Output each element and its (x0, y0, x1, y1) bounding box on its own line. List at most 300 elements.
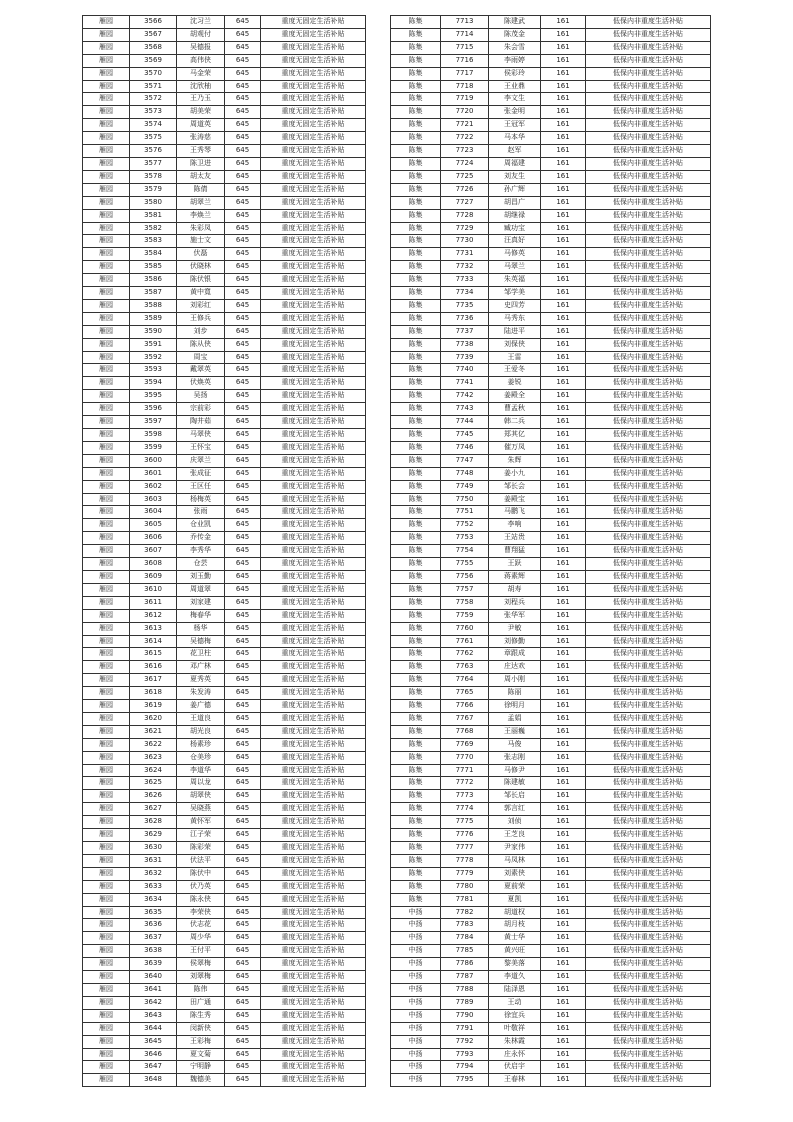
table-row (83, 16, 366, 29)
category-cell: 重度无固定生活补贴 (261, 700, 366, 713)
category-cell: 重度无固定生活补贴 (261, 377, 366, 390)
category-cell: 重度无固定生活补贴 (261, 945, 366, 958)
amount-cell: 645 (225, 751, 261, 764)
category-cell: 重度无固定生活补贴 (261, 183, 366, 196)
town-cell: 雁园 (83, 790, 130, 803)
table-row (83, 712, 366, 725)
town-cell: 陈集 (391, 854, 441, 867)
serial-cell: 7741 (441, 377, 489, 390)
serial-cell: 7759 (441, 609, 489, 622)
serial-cell: 7783 (441, 919, 489, 932)
table-row (83, 622, 366, 635)
category-cell: 低保内非重度生活补贴 (586, 235, 711, 248)
serial-cell: 7756 (441, 570, 489, 583)
name-cell: 叶敬祥 (489, 1022, 541, 1035)
name-cell: 侯翠梅 (177, 958, 225, 971)
category-cell: 重度无固定生活补贴 (261, 16, 366, 29)
town-cell: 雁园 (83, 648, 130, 661)
category-cell: 低保内非重度生活补贴 (586, 996, 711, 1009)
serial-cell: 7740 (441, 364, 489, 377)
serial-cell: 3595 (130, 390, 177, 403)
serial-cell: 7770 (441, 751, 489, 764)
amount-cell: 645 (225, 712, 261, 725)
name-cell: 胡寿 (489, 583, 541, 596)
table-row (83, 880, 366, 893)
table-row (83, 1061, 366, 1074)
name-cell: 陆泽恩 (489, 983, 541, 996)
category-cell: 重度无固定生活补贴 (261, 919, 366, 932)
name-cell: 徐宜兵 (489, 1009, 541, 1022)
amount-cell: 161 (541, 145, 586, 158)
serial-cell: 3646 (130, 1048, 177, 1061)
amount-cell: 645 (225, 764, 261, 777)
serial-cell: 3590 (130, 325, 177, 338)
name-cell: 周福建 (489, 157, 541, 170)
town-cell: 雁园 (83, 1048, 130, 1061)
serial-cell: 3640 (130, 971, 177, 984)
serial-cell: 3566 (130, 16, 177, 29)
town-cell: 陈集 (391, 506, 441, 519)
category-cell: 低保内非重度生活补贴 (586, 299, 711, 312)
town-cell: 雁园 (83, 583, 130, 596)
table-row (391, 558, 711, 571)
table-row (391, 958, 711, 971)
category-cell: 低保内非重度生活补贴 (586, 287, 711, 300)
serial-cell: 3592 (130, 351, 177, 364)
category-cell: 重度无固定生活补贴 (261, 880, 366, 893)
town-cell: 陈集 (391, 635, 441, 648)
town-cell: 雁园 (83, 983, 130, 996)
town-cell: 陈集 (391, 299, 441, 312)
table-row (83, 235, 366, 248)
amount-cell: 161 (541, 299, 586, 312)
town-cell: 雁园 (83, 274, 130, 287)
name-cell: 伏焕英 (177, 377, 225, 390)
serial-cell: 7774 (441, 803, 489, 816)
table-row (391, 687, 711, 700)
category-cell: 重度无固定生活补贴 (261, 274, 366, 287)
name-cell: 黄兴旺 (489, 945, 541, 958)
name-cell: 伏启宇 (489, 1061, 541, 1074)
table-row (391, 854, 711, 867)
serial-cell: 7794 (441, 1061, 489, 1074)
name-cell: 吴德梅 (177, 635, 225, 648)
name-cell: 马秀东 (489, 312, 541, 325)
table-row (83, 661, 366, 674)
serial-cell: 7758 (441, 596, 489, 609)
category-cell: 重度无固定生活补贴 (261, 1009, 366, 1022)
category-cell: 重度无固定生活补贴 (261, 725, 366, 738)
table-row (391, 325, 711, 338)
category-cell: 低保内非重度生活补贴 (586, 441, 711, 454)
table-row (391, 622, 711, 635)
name-cell: 胡继禄 (489, 209, 541, 222)
table-row (391, 403, 711, 416)
table-row (391, 274, 711, 287)
amount-cell: 645 (225, 777, 261, 790)
serial-cell: 3627 (130, 803, 177, 816)
town-cell: 雁园 (83, 687, 130, 700)
table-row (83, 777, 366, 790)
town-cell: 雁园 (83, 493, 130, 506)
category-cell: 重度无固定生活补贴 (261, 325, 366, 338)
serial-cell: 7717 (441, 67, 489, 80)
table-row (391, 1009, 711, 1022)
serial-cell: 7751 (441, 506, 489, 519)
serial-cell: 7777 (441, 842, 489, 855)
table-row (83, 829, 366, 842)
name-cell: 朱会雪 (489, 41, 541, 54)
table-row (83, 596, 366, 609)
table-row (391, 996, 711, 1009)
category-cell: 重度无固定生活补贴 (261, 712, 366, 725)
serial-cell: 7734 (441, 287, 489, 300)
serial-cell: 3642 (130, 996, 177, 1009)
category-cell: 低保内非重度生活补贴 (586, 54, 711, 67)
town-cell: 雁园 (83, 80, 130, 93)
amount-cell: 161 (541, 416, 586, 429)
table-row (391, 196, 711, 209)
town-cell: 雁园 (83, 16, 130, 29)
amount-cell: 161 (541, 777, 586, 790)
town-cell: 雁园 (83, 738, 130, 751)
name-cell: 王芝良 (489, 829, 541, 842)
category-cell: 重度无固定生活补贴 (261, 261, 366, 274)
serial-cell: 7753 (441, 532, 489, 545)
serial-cell: 3577 (130, 157, 177, 170)
amount-cell: 161 (541, 945, 586, 958)
amount-cell: 161 (541, 558, 586, 571)
name-cell: 尹敏 (489, 622, 541, 635)
category-cell: 重度无固定生活补贴 (261, 790, 366, 803)
table-row (83, 842, 366, 855)
table-row (83, 648, 366, 661)
serial-cell: 3575 (130, 132, 177, 145)
serial-cell: 7727 (441, 196, 489, 209)
name-cell: 马翠侠 (177, 429, 225, 442)
serial-cell: 3599 (130, 441, 177, 454)
category-cell: 重度无固定生活补贴 (261, 958, 366, 971)
amount-cell: 161 (541, 1048, 586, 1061)
table-row (391, 441, 711, 454)
table-row (391, 893, 711, 906)
town-cell: 中扬 (391, 1035, 441, 1048)
town-cell: 陈集 (391, 390, 441, 403)
name-cell: 朱辉 (489, 454, 541, 467)
serial-cell: 3601 (130, 467, 177, 480)
serial-cell: 3567 (130, 28, 177, 41)
table-row (83, 893, 366, 906)
category-cell: 重度无固定生活补贴 (261, 1074, 366, 1087)
name-cell: 王乃玉 (177, 93, 225, 106)
name-cell: 陈倩 (177, 183, 225, 196)
serial-cell: 7762 (441, 648, 489, 661)
amount-cell: 645 (225, 248, 261, 261)
name-cell: 刘程兵 (489, 596, 541, 609)
name-cell: 朱林霞 (489, 1035, 541, 1048)
town-cell: 雁园 (83, 248, 130, 261)
table-row (391, 351, 711, 364)
town-cell: 雁园 (83, 777, 130, 790)
category-cell: 低保内非重度生活补贴 (586, 467, 711, 480)
amount-cell: 645 (225, 454, 261, 467)
name-cell: 侯彩玲 (489, 67, 541, 80)
table-row (391, 377, 711, 390)
name-cell: 陈伏中 (177, 867, 225, 880)
serial-cell: 7729 (441, 222, 489, 235)
table-row (83, 971, 366, 984)
serial-cell: 7719 (441, 93, 489, 106)
table-row (391, 570, 711, 583)
town-cell: 雁园 (83, 338, 130, 351)
town-cell: 雁园 (83, 1022, 130, 1035)
serial-cell: 3574 (130, 119, 177, 132)
category-cell: 重度无固定生活补贴 (261, 338, 366, 351)
amount-cell: 161 (541, 842, 586, 855)
town-cell: 陈集 (391, 222, 441, 235)
table-row (83, 674, 366, 687)
serial-cell: 3602 (130, 480, 177, 493)
category-cell: 重度无固定生活补贴 (261, 751, 366, 764)
category-cell: 重度无固定生活补贴 (261, 93, 366, 106)
table-row (391, 777, 711, 790)
category-cell: 重度无固定生活补贴 (261, 570, 366, 583)
amount-cell: 645 (225, 338, 261, 351)
name-cell: 姜广德 (177, 700, 225, 713)
town-cell: 陈集 (391, 893, 441, 906)
category-cell: 重度无固定生活补贴 (261, 441, 366, 454)
category-cell: 重度无固定生活补贴 (261, 816, 366, 829)
name-cell: 赵军 (489, 145, 541, 158)
category-cell: 重度无固定生活补贴 (261, 196, 366, 209)
amount-cell: 645 (225, 80, 261, 93)
town-cell: 陈集 (391, 80, 441, 93)
category-cell: 低保内非重度生活补贴 (586, 725, 711, 738)
town-cell: 陈集 (391, 377, 441, 390)
category-cell: 重度无固定生活补贴 (261, 1061, 366, 1074)
amount-cell: 645 (225, 880, 261, 893)
serial-cell: 3594 (130, 377, 177, 390)
amount-cell: 161 (541, 751, 586, 764)
town-cell: 陈集 (391, 157, 441, 170)
table-row (391, 1022, 711, 1035)
category-cell: 低保内非重度生活补贴 (586, 1048, 711, 1061)
name-cell: 王冠军 (489, 119, 541, 132)
amount-cell: 161 (541, 674, 586, 687)
town-cell: 陈集 (391, 274, 441, 287)
category-cell: 低保内非重度生活补贴 (586, 983, 711, 996)
table-row (83, 532, 366, 545)
table-row (391, 183, 711, 196)
amount-cell: 645 (225, 106, 261, 119)
serial-cell: 3619 (130, 700, 177, 713)
amount-cell: 645 (225, 1061, 261, 1074)
table-row (391, 493, 711, 506)
serial-cell: 7775 (441, 816, 489, 829)
amount-cell: 161 (541, 803, 586, 816)
category-cell: 重度无固定生活补贴 (261, 54, 366, 67)
table-row (391, 867, 711, 880)
category-cell: 重度无固定生活补贴 (261, 803, 366, 816)
amount-cell: 161 (541, 157, 586, 170)
serial-cell: 3648 (130, 1074, 177, 1087)
name-cell: 陈永侠 (177, 893, 225, 906)
amount-cell: 645 (225, 132, 261, 145)
table-row (83, 403, 366, 416)
category-cell: 低保内非重度生活补贴 (586, 403, 711, 416)
name-cell: 李文生 (489, 93, 541, 106)
table-row (83, 351, 366, 364)
serial-cell: 3605 (130, 519, 177, 532)
amount-cell: 161 (541, 635, 586, 648)
category-cell: 低保内非重度生活补贴 (586, 803, 711, 816)
name-cell: 汪真好 (489, 235, 541, 248)
category-cell: 重度无固定生活补贴 (261, 1022, 366, 1035)
category-cell: 低保内非重度生活补贴 (586, 183, 711, 196)
name-cell: 陈伟 (177, 983, 225, 996)
category-cell: 低保内非重度生活补贴 (586, 829, 711, 842)
table-row (83, 54, 366, 67)
town-cell: 中扬 (391, 919, 441, 932)
town-cell: 陈集 (391, 816, 441, 829)
town-cell: 雁园 (83, 880, 130, 893)
amount-cell: 645 (225, 648, 261, 661)
serial-cell: 7779 (441, 867, 489, 880)
category-cell: 重度无固定生活补贴 (261, 983, 366, 996)
town-cell: 雁园 (83, 454, 130, 467)
amount-cell: 161 (541, 132, 586, 145)
category-cell: 重度无固定生活补贴 (261, 867, 366, 880)
amount-cell: 161 (541, 480, 586, 493)
category-cell: 重度无固定生活补贴 (261, 622, 366, 635)
amount-cell: 161 (541, 764, 586, 777)
category-cell: 低保内非重度生活补贴 (586, 635, 711, 648)
table-row (391, 41, 711, 54)
serial-cell: 3582 (130, 222, 177, 235)
town-cell: 陈集 (391, 93, 441, 106)
category-cell: 重度无固定生活补贴 (261, 996, 366, 1009)
category-cell: 重度无固定生活补贴 (261, 390, 366, 403)
town-cell: 陈集 (391, 803, 441, 816)
amount-cell: 161 (541, 570, 586, 583)
table-row (83, 132, 366, 145)
name-cell: 伏法平 (177, 854, 225, 867)
category-cell: 重度无固定生活补贴 (261, 119, 366, 132)
amount-cell: 645 (225, 183, 261, 196)
name-cell: 王爱冬 (489, 364, 541, 377)
town-cell: 雁园 (83, 1035, 130, 1048)
town-cell: 陈集 (391, 325, 441, 338)
name-cell: 马本华 (489, 132, 541, 145)
category-cell: 重度无固定生活补贴 (261, 403, 366, 416)
left-subsidy-table (82, 15, 366, 1087)
category-cell: 低保内非重度生活补贴 (586, 674, 711, 687)
category-cell: 低保内非重度生活补贴 (586, 712, 711, 725)
town-cell: 雁园 (83, 622, 130, 635)
serial-cell: 3617 (130, 674, 177, 687)
name-cell: 姜锐 (489, 377, 541, 390)
town-cell: 中扬 (391, 906, 441, 919)
category-cell: 重度无固定生活补贴 (261, 429, 366, 442)
category-cell: 低保内非重度生活补贴 (586, 932, 711, 945)
name-cell: 张雨 (177, 506, 225, 519)
name-cell: 马修尹 (489, 764, 541, 777)
town-cell: 陈集 (391, 570, 441, 583)
table-row (391, 16, 711, 29)
town-cell: 雁园 (83, 157, 130, 170)
town-cell: 雁园 (83, 467, 130, 480)
amount-cell: 645 (225, 209, 261, 222)
table-row (83, 983, 366, 996)
town-cell: 雁园 (83, 958, 130, 971)
name-cell: 王怀宝 (177, 441, 225, 454)
serial-cell: 3613 (130, 622, 177, 635)
amount-cell: 645 (225, 893, 261, 906)
serial-cell: 7785 (441, 945, 489, 958)
serial-cell: 7789 (441, 996, 489, 1009)
serial-cell: 3587 (130, 287, 177, 300)
town-cell: 雁园 (83, 183, 130, 196)
amount-cell: 645 (225, 519, 261, 532)
category-cell: 重度无固定生活补贴 (261, 287, 366, 300)
category-cell: 低保内非重度生活补贴 (586, 106, 711, 119)
serial-cell: 3597 (130, 416, 177, 429)
table-row (391, 738, 711, 751)
category-cell: 低保内非重度生活补贴 (586, 312, 711, 325)
serial-cell: 3624 (130, 764, 177, 777)
serial-cell: 7784 (441, 932, 489, 945)
serial-cell: 3591 (130, 338, 177, 351)
town-cell: 陈集 (391, 403, 441, 416)
amount-cell: 645 (225, 661, 261, 674)
town-cell: 雁园 (83, 532, 130, 545)
town-cell: 陈集 (391, 519, 441, 532)
amount-cell: 161 (541, 274, 586, 287)
category-cell: 重度无固定生活补贴 (261, 854, 366, 867)
name-cell: 刘彩红 (177, 299, 225, 312)
town-cell: 雁园 (83, 867, 130, 880)
town-cell: 雁园 (83, 93, 130, 106)
category-cell: 低保内非重度生活补贴 (586, 700, 711, 713)
name-cell: 王动 (489, 996, 541, 1009)
serial-cell: 3638 (130, 945, 177, 958)
serial-cell: 3621 (130, 725, 177, 738)
category-cell: 低保内非重度生活补贴 (586, 1074, 711, 1087)
town-cell: 雁园 (83, 661, 130, 674)
table-row (391, 132, 711, 145)
amount-cell: 161 (541, 519, 586, 532)
table-row (83, 506, 366, 519)
amount-cell: 645 (225, 235, 261, 248)
category-cell: 重度无固定生活补贴 (261, 506, 366, 519)
serial-cell: 3569 (130, 54, 177, 67)
table-row (83, 1009, 366, 1022)
table-row (83, 687, 366, 700)
name-cell: 张志刚 (489, 751, 541, 764)
amount-cell: 645 (225, 545, 261, 558)
table-row (83, 119, 366, 132)
town-cell: 雁园 (83, 829, 130, 842)
town-cell: 雁园 (83, 299, 130, 312)
town-cell: 陈集 (391, 751, 441, 764)
name-cell: 陶井茹 (177, 416, 225, 429)
category-cell: 低保内非重度生活补贴 (586, 893, 711, 906)
name-cell: 刘素侠 (489, 867, 541, 880)
town-cell: 雁园 (83, 1061, 130, 1074)
table-row (391, 1061, 711, 1074)
table-row (83, 803, 366, 816)
name-cell: 朱发涛 (177, 687, 225, 700)
